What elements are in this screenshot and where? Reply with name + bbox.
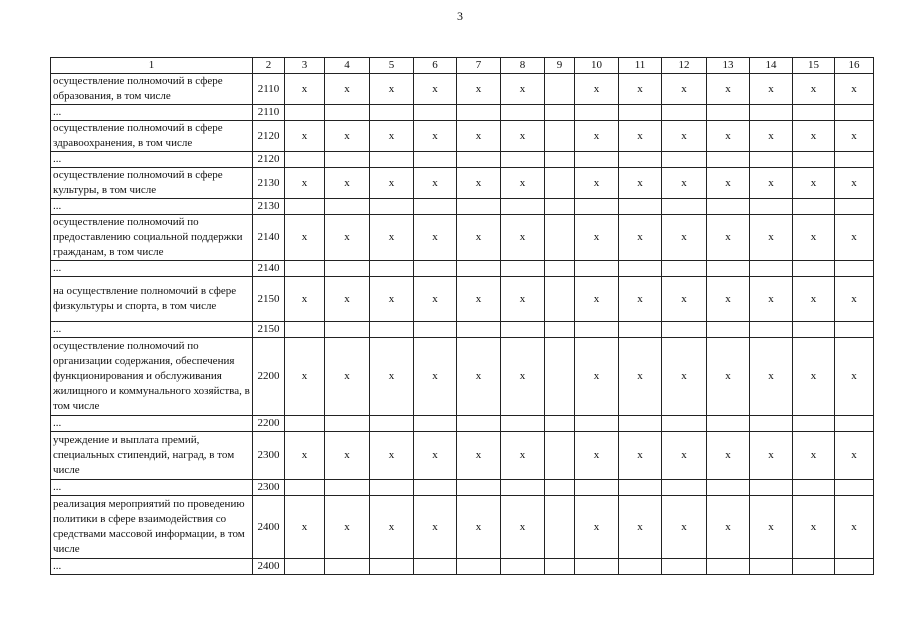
table-cell: x (707, 277, 750, 322)
table-cell: x (793, 277, 835, 322)
table-cell (545, 480, 575, 496)
row-code: 2150 (253, 322, 285, 338)
column-header: 15 (793, 58, 835, 74)
subitem-row (51, 152, 874, 168)
table-cell (501, 480, 545, 496)
column-header: 11 (619, 58, 662, 74)
table-cell: x (750, 338, 793, 416)
table-cell (662, 559, 707, 575)
table-cell (285, 559, 325, 575)
table-cell (285, 322, 325, 338)
table-cell: x (457, 338, 501, 416)
table-cell (545, 559, 575, 575)
table-cell (575, 322, 619, 338)
row-code: 2110 (253, 105, 285, 121)
table-cell (793, 199, 835, 215)
table-cell (707, 416, 750, 432)
table-cell: x (325, 215, 370, 261)
table-cell: x (501, 74, 545, 105)
table-cell: x (285, 215, 325, 261)
table-cell: x (457, 277, 501, 322)
table-cell: x (619, 496, 662, 559)
table-cell: x (619, 121, 662, 152)
table-cell (414, 480, 457, 496)
table-cell (325, 559, 370, 575)
table-cell (370, 261, 414, 277)
table-cell (285, 152, 325, 168)
table-cell: x (575, 74, 619, 105)
table-cell (750, 261, 793, 277)
table-cell: x (457, 215, 501, 261)
row-code: 2200 (253, 338, 285, 416)
subitem-row (51, 261, 874, 277)
table-row (51, 338, 874, 416)
table-cell: x (750, 168, 793, 199)
table-cell: x (370, 338, 414, 416)
table-cell (414, 199, 457, 215)
table-cell: x (835, 432, 874, 480)
table-cell (707, 152, 750, 168)
table-cell: x (750, 432, 793, 480)
table-cell (750, 480, 793, 496)
table-cell: x (575, 277, 619, 322)
table-cell: x (707, 168, 750, 199)
table-cell (545, 416, 575, 432)
table-cell: x (370, 168, 414, 199)
table-cell: x (370, 74, 414, 105)
table-cell (619, 416, 662, 432)
table-cell: x (662, 74, 707, 105)
table-cell: x (619, 432, 662, 480)
row-description: осуществление полномочий по организации содержания, обеспечения функционирования и обслуживания жилищного и коммунального хозяйства, в том числе (51, 338, 253, 416)
row-code: 2120 (253, 152, 285, 168)
table-cell (457, 261, 501, 277)
table-cell (619, 152, 662, 168)
table-cell (575, 480, 619, 496)
column-header: 9 (545, 58, 575, 74)
table-cell (793, 416, 835, 432)
table-cell: x (575, 215, 619, 261)
table-cell (370, 152, 414, 168)
table-cell (835, 322, 874, 338)
table-cell (793, 261, 835, 277)
table-cell: x (325, 74, 370, 105)
table-cell: x (325, 277, 370, 322)
table-cell (662, 416, 707, 432)
table-cell (457, 199, 501, 215)
form-table (50, 57, 874, 575)
table-cell (707, 199, 750, 215)
table-cell (285, 480, 325, 496)
table-cell (619, 480, 662, 496)
table-cell (370, 480, 414, 496)
row-code: 2150 (253, 277, 285, 322)
table-cell (545, 121, 575, 152)
column-header: 16 (835, 58, 874, 74)
table-cell (545, 168, 575, 199)
table-cell: x (501, 277, 545, 322)
table-cell: x (707, 215, 750, 261)
table-row (51, 277, 874, 322)
table-cell: x (662, 215, 707, 261)
table-cell (501, 261, 545, 277)
table-cell (619, 199, 662, 215)
table-cell: x (414, 432, 457, 480)
table-cell: x (662, 121, 707, 152)
table-cell (545, 432, 575, 480)
table-cell: x (457, 432, 501, 480)
table-cell: x (370, 121, 414, 152)
table-cell: x (793, 74, 835, 105)
table-cell: x (501, 338, 545, 416)
column-header: 12 (662, 58, 707, 74)
table-body (51, 58, 874, 575)
table-cell: x (501, 496, 545, 559)
table-cell: x (835, 215, 874, 261)
table-cell: x (750, 121, 793, 152)
table-cell: x (325, 338, 370, 416)
subitem-row (51, 105, 874, 121)
row-code: 2120 (253, 121, 285, 152)
table-cell (707, 559, 750, 575)
table-cell (835, 416, 874, 432)
table-row (51, 168, 874, 199)
table-cell: x (707, 121, 750, 152)
table-cell (545, 152, 575, 168)
column-header: 6 (414, 58, 457, 74)
table-cell: x (835, 338, 874, 416)
table-cell: x (325, 168, 370, 199)
table-cell: x (414, 215, 457, 261)
table-cell: x (501, 215, 545, 261)
table-cell (414, 152, 457, 168)
header-row (51, 58, 874, 74)
table-cell (325, 199, 370, 215)
row-code: 2400 (253, 496, 285, 559)
table-cell: x (707, 432, 750, 480)
row-description: ... (51, 480, 253, 496)
table-row (51, 432, 874, 480)
row-description: осуществление полномочий в сфере культуры, в том числе (51, 168, 253, 199)
table-cell: x (414, 338, 457, 416)
table-cell: x (793, 432, 835, 480)
table-cell: x (325, 432, 370, 480)
table-cell (414, 105, 457, 121)
table-cell (835, 152, 874, 168)
table-cell: x (370, 496, 414, 559)
table-cell (414, 559, 457, 575)
table-cell: x (619, 338, 662, 416)
table-cell: x (501, 121, 545, 152)
table-cell: x (662, 277, 707, 322)
table-cell (325, 105, 370, 121)
table-cell (414, 322, 457, 338)
table-cell: x (793, 215, 835, 261)
column-header: 7 (457, 58, 501, 74)
row-description: на осуществление полномочий в сфере физкультуры и спорта, в том числе (51, 277, 253, 322)
table-cell: x (414, 277, 457, 322)
table-cell (575, 416, 619, 432)
table-cell: x (575, 338, 619, 416)
table-cell (501, 105, 545, 121)
table-cell (325, 416, 370, 432)
table-cell (662, 480, 707, 496)
table-cell (750, 559, 793, 575)
table-cell (575, 559, 619, 575)
table-cell (793, 152, 835, 168)
table-cell: x (285, 74, 325, 105)
column-header: 14 (750, 58, 793, 74)
table-cell (835, 480, 874, 496)
row-description: ... (51, 199, 253, 215)
table-cell (501, 199, 545, 215)
column-header: 5 (370, 58, 414, 74)
table-cell (501, 152, 545, 168)
column-header: 2 (253, 58, 285, 74)
table-cell (575, 105, 619, 121)
table-cell: x (457, 496, 501, 559)
table-cell: x (707, 496, 750, 559)
table-cell (457, 480, 501, 496)
column-header: 4 (325, 58, 370, 74)
table-cell (619, 261, 662, 277)
table-cell (750, 152, 793, 168)
row-description: ... (51, 559, 253, 575)
table-cell: x (325, 121, 370, 152)
table-cell: x (575, 432, 619, 480)
table-cell (662, 322, 707, 338)
table-cell: x (285, 168, 325, 199)
table-cell: x (619, 74, 662, 105)
table-cell: x (370, 215, 414, 261)
table-cell: x (750, 74, 793, 105)
table-cell (619, 559, 662, 575)
row-description: ... (51, 416, 253, 432)
table-cell: x (750, 496, 793, 559)
table-row (51, 496, 874, 559)
subitem-row (51, 559, 874, 575)
table-cell (370, 105, 414, 121)
row-code: 2140 (253, 215, 285, 261)
table-cell (707, 261, 750, 277)
table-cell: x (793, 496, 835, 559)
table-cell: x (707, 338, 750, 416)
page-number: 3 (457, 9, 463, 23)
table-cell (325, 152, 370, 168)
table-cell: x (619, 277, 662, 322)
table-cell: x (793, 338, 835, 416)
table-cell (457, 322, 501, 338)
row-code: 2110 (253, 74, 285, 105)
table-cell: x (285, 338, 325, 416)
table-cell: x (835, 496, 874, 559)
table-cell: x (707, 74, 750, 105)
table-cell (285, 105, 325, 121)
table-cell: x (835, 168, 874, 199)
row-description: осуществление полномочий в сфере образования, в том числе (51, 74, 253, 105)
table-cell (835, 199, 874, 215)
table-cell (575, 199, 619, 215)
table-cell (750, 105, 793, 121)
table-cell (662, 152, 707, 168)
table-cell: x (662, 168, 707, 199)
table-cell: x (835, 74, 874, 105)
subitem-row (51, 416, 874, 432)
table-cell: x (793, 168, 835, 199)
table-cell: x (285, 496, 325, 559)
subitem-row (51, 199, 874, 215)
table-cell (457, 416, 501, 432)
column-header: 10 (575, 58, 619, 74)
table-cell (285, 416, 325, 432)
table-cell: x (285, 432, 325, 480)
row-description: ... (51, 322, 253, 338)
table-cell (575, 152, 619, 168)
table-cell (750, 199, 793, 215)
table-cell: x (575, 121, 619, 152)
table-cell (575, 261, 619, 277)
table-cell (619, 105, 662, 121)
row-description: ... (51, 105, 253, 121)
table-row (51, 74, 874, 105)
table-row (51, 121, 874, 152)
table-cell (835, 559, 874, 575)
table-cell (750, 322, 793, 338)
table-cell: x (835, 121, 874, 152)
table-cell (793, 480, 835, 496)
table-cell (619, 322, 662, 338)
table-cell (285, 261, 325, 277)
table-cell (285, 199, 325, 215)
table-cell (370, 559, 414, 575)
table-cell (662, 105, 707, 121)
table-cell: x (414, 74, 457, 105)
subitem-row (51, 322, 874, 338)
table-cell: x (793, 121, 835, 152)
row-description: учреждение и выплата премий, специальных стипендий, наград, в том числе (51, 432, 253, 480)
row-description: реализация мероприятий по проведению политики в сфере взаимодействия со средствами массовой информации, в том числе (51, 496, 253, 559)
table-cell (501, 416, 545, 432)
table-cell: x (501, 168, 545, 199)
table-row (51, 215, 874, 261)
table-cell: x (457, 168, 501, 199)
row-code: 2200 (253, 416, 285, 432)
table-cell: x (662, 338, 707, 416)
column-header: 1 (51, 58, 253, 74)
table-cell (414, 416, 457, 432)
table-cell (835, 105, 874, 121)
table-cell (370, 322, 414, 338)
row-code: 2130 (253, 199, 285, 215)
table-cell: x (662, 432, 707, 480)
row-code: 2300 (253, 432, 285, 480)
table-cell (545, 277, 575, 322)
table-cell (545, 496, 575, 559)
row-description: ... (51, 152, 253, 168)
table-cell: x (285, 277, 325, 322)
table-cell (414, 261, 457, 277)
table-cell: x (370, 277, 414, 322)
column-header: 8 (501, 58, 545, 74)
table-cell (750, 416, 793, 432)
table-cell (545, 338, 575, 416)
column-header: 13 (707, 58, 750, 74)
row-code: 2140 (253, 261, 285, 277)
table-cell: x (285, 121, 325, 152)
table-cell (545, 322, 575, 338)
table-cell: x (457, 74, 501, 105)
table-cell: x (619, 215, 662, 261)
table-cell (501, 322, 545, 338)
table-cell (662, 261, 707, 277)
table-cell: x (325, 496, 370, 559)
table-cell (793, 322, 835, 338)
table-cell (707, 480, 750, 496)
table-cell: x (835, 277, 874, 322)
table-cell: x (457, 121, 501, 152)
table-cell (325, 261, 370, 277)
table-cell (545, 215, 575, 261)
row-description: осуществление полномочий в сфере здравоохранения, в том числе (51, 121, 253, 152)
row-code: 2130 (253, 168, 285, 199)
row-code: 2400 (253, 559, 285, 575)
column-header: 3 (285, 58, 325, 74)
table-cell (325, 480, 370, 496)
row-description: осуществление полномочий по предоставлению социальной поддержки гражданам, в том числе (51, 215, 253, 261)
table-cell: x (619, 168, 662, 199)
row-code: 2300 (253, 480, 285, 496)
table-cell (707, 105, 750, 121)
table-cell: x (414, 121, 457, 152)
subitem-row (51, 480, 874, 496)
table-cell: x (662, 496, 707, 559)
table-cell (370, 199, 414, 215)
table-cell (793, 105, 835, 121)
table-cell (545, 199, 575, 215)
table-cell (662, 199, 707, 215)
table-cell: x (414, 168, 457, 199)
table-cell: x (750, 277, 793, 322)
table-cell (707, 322, 750, 338)
table-cell: x (750, 215, 793, 261)
table-cell (545, 261, 575, 277)
table-cell (457, 152, 501, 168)
table-cell: x (370, 432, 414, 480)
table-cell (545, 105, 575, 121)
table-cell (370, 416, 414, 432)
table-cell (545, 74, 575, 105)
table-cell: x (575, 496, 619, 559)
table-cell (501, 559, 545, 575)
table-cell: x (501, 432, 545, 480)
table-cell (325, 322, 370, 338)
table-cell (457, 105, 501, 121)
table-cell (457, 559, 501, 575)
table-cell: x (575, 168, 619, 199)
row-description: ... (51, 261, 253, 277)
table-cell (835, 261, 874, 277)
table-cell (793, 559, 835, 575)
table-cell: x (414, 496, 457, 559)
